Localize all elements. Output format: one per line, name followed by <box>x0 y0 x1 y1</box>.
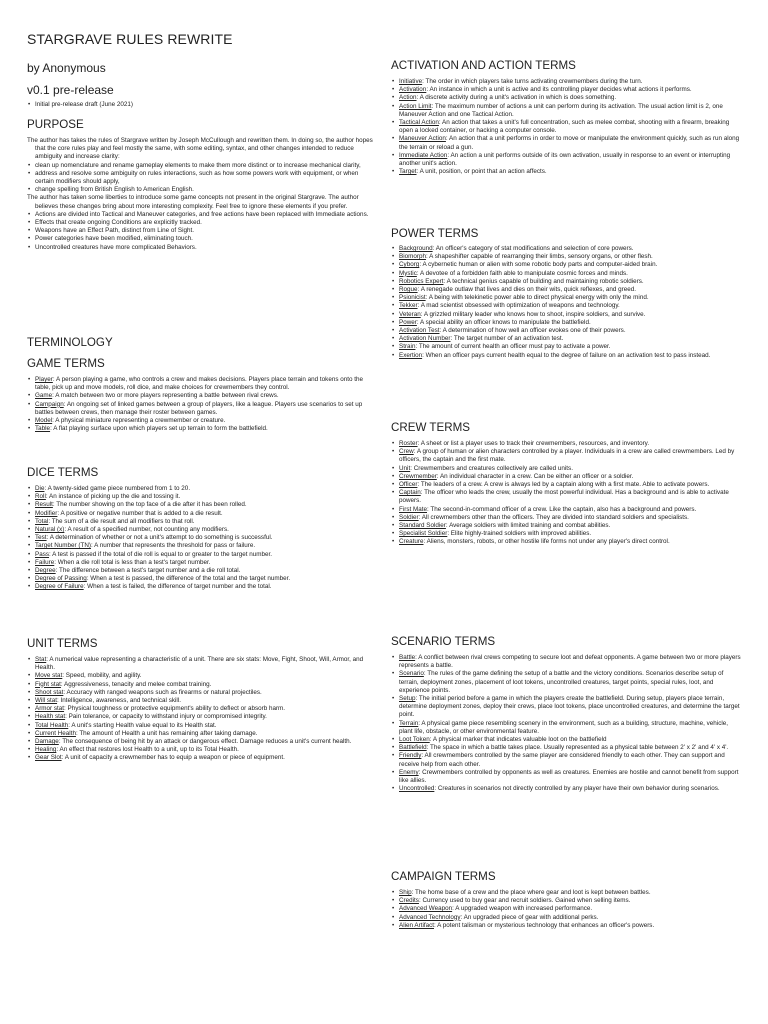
glossary-def: : Currency used to buy gear and recruit soldiers. Gained when selling items. <box>418 897 631 905</box>
glossary-item <box>391 914 743 922</box>
glossary-def: : The second-in-command officer of a crew. Like the captain, also has a background and powers. <box>427 505 697 513</box>
glossary-item <box>391 135 743 151</box>
list-item: • clean up nomenclature and rename gameplay elements to make them more distinct or to increase mechanical clarity, <box>27 162 379 170</box>
glossary-def: : An ongoing set of linked games between a group of players, like a league. Players use scenarios to set up battles between crews, then manage their roster between games. <box>35 400 363 416</box>
glossary-item <box>391 473 743 481</box>
glossary-term: Fight stat <box>35 680 61 688</box>
glossary-item <box>27 376 379 392</box>
glossary-def: : Average soldiers with limited training and combat abilities. <box>445 522 611 530</box>
glossary-def: : The number showing on the top face of a die after it has been rolled. <box>52 501 247 509</box>
glossary-item <box>27 518 379 526</box>
glossary-item <box>27 713 379 721</box>
glossary-def: : An officer's category of stat modifications and selection of core powers. <box>432 245 634 252</box>
glossary-term: Setup <box>399 695 416 703</box>
glossary-def: : An instance of picking up the die and tossing it. <box>45 493 181 501</box>
dice-terms-section <box>27 466 379 592</box>
glossary-term: Campaign <box>35 400 64 408</box>
glossary-term: Captain <box>399 489 421 497</box>
glossary-def: : An effect that restores lost Health to a unit, up to its Total Health. <box>56 746 239 754</box>
glossary-def: : A upgraded weapon with increased performance. <box>452 905 593 913</box>
glossary-def: : Elite highly-trained soldiers with improved abilities. <box>447 530 592 538</box>
glossary-term: Activation <box>399 86 427 94</box>
glossary-def: : A renegade outlaw that lives and dies on their wits, quick reflexes, and greed. <box>417 286 636 294</box>
glossary-term: Terrain <box>399 719 419 727</box>
glossary-def: : A sheet or list a player uses to track their crewmembers, resources, and inventory. <box>417 440 650 447</box>
purpose-paragraph-2: The author has taken some liberties to introduce some game concepts not present in the original Stargrave. The author believes these changes bring about more interesting complexity. Feel free to ignore these elements if you prefer. <box>27 194 359 210</box>
glossary-def: : A discrete activity during a unit's activation in which is does something. <box>416 94 617 102</box>
glossary-term: First Mate <box>399 505 427 513</box>
glossary-term: Die <box>35 485 45 492</box>
glossary-item <box>391 538 743 546</box>
glossary-def: : Aliens, monsters, robots, or other hostile life forms not under any player's direct control. <box>423 538 670 546</box>
glossary-item <box>391 744 743 752</box>
section-heading: POWER TERMS <box>391 227 479 240</box>
glossary-def: : All crewmembers controlled by the same player are considered friendly to each other. They can support and receive help from each other. <box>399 752 725 768</box>
glossary-def: : The home base of a crew and the place where gear and loot is kept between battles. <box>411 889 651 896</box>
glossary-term: Gear Slot <box>35 754 62 762</box>
glossary-term: Modifier <box>35 509 58 517</box>
glossary-def: : A numerical value representing a characteristic of a unit. There are six stats: Move, Fight, Shoot, Will, Armor, and Health. <box>35 656 364 672</box>
glossary-list <box>391 245 743 360</box>
document-title: STARGRAVE RULES REWRITE <box>27 31 233 47</box>
glossary-item <box>27 417 379 425</box>
glossary-term: Immediate Action <box>399 151 448 159</box>
glossary-item <box>391 897 743 905</box>
glossary-item <box>27 697 379 705</box>
glossary-item <box>391 245 743 253</box>
glossary-def: : A test is passed if the total of die roll is equal to or greater to the target number. <box>49 550 272 558</box>
glossary-def: : When a die roll total is less than a test's target number. <box>54 558 211 566</box>
glossary-item <box>391 530 743 538</box>
glossary-term: Alien Artifact <box>399 921 434 929</box>
glossary-def: : Aggressiveness, tenacity and melee combat training. <box>60 680 212 688</box>
glossary-term: Uncontrolled <box>399 785 435 793</box>
game-terms-section <box>27 357 379 433</box>
glossary-def: : A person playing a game, who controls a crew and makes decisions. Players place terrain and tokens onto the table, pick up and move models, roll dice, and make choices for crewmembers they control. <box>35 376 363 392</box>
glossary-item <box>27 738 379 746</box>
glossary-def: : The officer who leads the crew, usually the most powerful individual. Has a background and is able to activate powers. <box>399 489 729 505</box>
glossary-term: Crew <box>399 448 414 456</box>
purpose-bullets-2 <box>27 211 379 252</box>
glossary-item <box>391 86 743 94</box>
glossary-term: Advanced Technology <box>399 913 461 921</box>
glossary-item <box>391 889 743 897</box>
glossary-item <box>27 526 379 534</box>
glossary-item <box>391 78 743 86</box>
glossary-def: : Physical toughness or protective equipment's ability to deflect or absorb harm. <box>64 705 286 713</box>
glossary-item <box>27 485 379 493</box>
glossary-item <box>391 489 743 505</box>
glossary-item <box>27 542 379 550</box>
glossary-item <box>391 752 743 768</box>
glossary-item <box>391 270 743 278</box>
glossary-item <box>391 481 743 489</box>
glossary-term: Crewmember <box>399 472 437 480</box>
glossary-def: : When a test is failed, the difference of target number and the total. <box>83 583 272 591</box>
glossary-term: Psionicist <box>399 294 426 302</box>
glossary-def: : An individual character in a crew. Can be either an officer or a soldier. <box>436 472 634 480</box>
glossary-term: Will stat <box>35 697 58 705</box>
glossary-term: Stat <box>35 656 47 663</box>
glossary-item <box>27 583 379 591</box>
glossary-item <box>27 493 379 501</box>
glossary-term: Degree <box>35 567 56 575</box>
glossary-def: : A determination of how well an officer evokes one of their powers. <box>439 327 626 335</box>
glossary-item <box>391 785 743 793</box>
glossary-def: : A unit's starting Health value equal to its Health stat. <box>68 721 217 729</box>
glossary-def: : Crewmembers controlled by opponents as well as creatures. Enemies are hostile and cannot benefit from support like allies. <box>399 768 739 785</box>
glossary-item <box>391 465 743 473</box>
glossary-term: Degree of Failure <box>35 583 84 591</box>
glossary-def: : A special ability an officer knows to manipulate the battlefield. <box>416 318 591 326</box>
glossary-def: : A devotee of a forbidden faith able to manipulate cosmic forces and minds. <box>416 269 628 277</box>
purpose-bullets-1 <box>27 162 379 195</box>
glossary-term: Failure <box>35 558 55 566</box>
purpose-paragraph-1: The author has takes the rules of Stargrave written by Joseph McCullough and rewritten them. In doing so, the author hopes that the core rules play and feel mostly the same, with some editing, syntax, and other changes intended to reduce ambiguity and increase clarity: <box>27 137 373 161</box>
glossary-item <box>27 510 379 518</box>
changelog-item: • Initial pre-release draft (June 2021) <box>27 101 379 109</box>
glossary-def: : A technical genius capable of building and maintaining robotic soldiers. <box>443 277 644 285</box>
glossary-term: Robotics Expert <box>399 277 444 285</box>
glossary-term: Biomorph <box>399 253 426 261</box>
glossary-list <box>391 78 743 176</box>
glossary-term: Exertion <box>399 351 423 359</box>
glossary-term: Tekker <box>399 302 418 310</box>
glossary-term: Pass <box>35 550 49 558</box>
glossary-term: Model <box>35 417 53 425</box>
glossary-item <box>391 103 743 119</box>
glossary-item <box>391 922 743 930</box>
glossary-term: Target <box>399 168 417 176</box>
glossary-def: : A cybernetic human or alien with some robotic body parts and computer-aided brain. <box>419 261 658 269</box>
section-heading: PURPOSE <box>27 118 84 131</box>
glossary-item <box>391 152 743 168</box>
glossary-def: : The leaders of a crew. A crew is always led by a captain along with a first mate. Able to activate powers. <box>417 481 710 489</box>
glossary-def: : A physical game piece resembling scenery in the environment, such as a building, structure, machine, vehicle, plant life, obstacle, or other environmental feature. <box>399 719 729 735</box>
glossary-def: : The initial period before a game in which the players create the battlefield. During setup, players place terrain, determine deployment zones, deploy their crews, place loot tokens, place uncontrolled creatures, and determine the target point. <box>399 695 740 719</box>
list-item: • Effects that create ongoing Conditions are explicitly tracked. <box>27 219 379 227</box>
glossary-item <box>27 722 379 730</box>
list-item: • Actions are divided into Tactical and Maneuver categories, and free actions have been replaced with Immediate actions. <box>27 211 379 219</box>
glossary-item <box>27 392 379 400</box>
glossary-term: Roster <box>399 440 418 447</box>
glossary-item <box>27 681 379 689</box>
glossary-item <box>391 769 743 785</box>
glossary-term: Creature <box>399 538 424 546</box>
glossary-term: Target Number (TN) <box>35 542 91 550</box>
glossary-term: Rogue <box>399 286 418 294</box>
glossary-term: Specialist Soldier <box>399 530 448 538</box>
glossary-def: : A flat playing surface upon which players set up terrain to form the battlefield. <box>50 425 268 433</box>
glossary-def: : An upgraded piece of gear with additional perks. <box>460 913 599 921</box>
glossary-term: Unit <box>399 464 411 472</box>
glossary-list <box>391 889 743 930</box>
glossary-item <box>391 335 743 343</box>
glossary-term: Roll <box>35 493 46 501</box>
glossary-item <box>391 327 743 335</box>
glossary-item <box>391 506 743 514</box>
glossary-term: Degree of Passing <box>35 575 87 583</box>
glossary-term: Soldier <box>399 513 419 521</box>
glossary-list <box>27 376 379 433</box>
section-heading: UNIT TERMS <box>27 637 98 650</box>
glossary-def: : The maximum number of actions a unit can perform during its activation. The usual action limit is 2, one Maneuver Action and one Tactical Action. <box>399 102 723 118</box>
glossary-def: : An action that a unit performs in order to move or manipulate the environment quickly, such as run along the terrain or reload a gun. <box>399 135 740 151</box>
glossary-def: : The sum of a die result and all modifiers to that roll. <box>48 517 195 525</box>
glossary-item <box>391 94 743 102</box>
glossary-list <box>27 656 379 763</box>
unit-terms-section <box>27 637 379 763</box>
glossary-def: : A twenty-sided game piece numbered from 1 to 20. <box>44 485 191 492</box>
glossary-item <box>391 736 743 744</box>
glossary-def: : The order in which players take turns activating crewmembers during the turn. <box>422 78 643 85</box>
glossary-term: Standard Soldier <box>399 522 446 530</box>
glossary-item <box>391 302 743 310</box>
glossary-item <box>391 654 743 670</box>
glossary-term: Shoot stat <box>35 688 64 696</box>
list-item: • Uncontrolled creatures have more complicated Behaviors. <box>27 244 379 252</box>
glossary-term: Armor stat <box>35 705 65 713</box>
glossary-term: Result <box>35 501 53 509</box>
glossary-term: Mystic <box>399 269 417 277</box>
glossary-item <box>391 720 743 736</box>
glossary-def: : A positive or negative number that is added to a die result. <box>57 509 223 517</box>
glossary-term: Action Limit <box>399 102 432 110</box>
glossary-item <box>391 253 743 261</box>
glossary-item <box>391 514 743 522</box>
glossary-term: Friendly <box>399 752 422 760</box>
glossary-def: : The difference between a test's target number and a die roll total. <box>55 567 241 575</box>
glossary-def: : The rules of the game defining the setup of a battle and the victory conditions. Scenarios describe setup of terrain, deployment zones, placement of loot tokens, uncontrolled creatures, target points, special rules, loot, and experience points. <box>399 670 724 694</box>
glossary-def: : When a test is passed, the difference of the total and the target number. <box>86 575 291 583</box>
glossary-term: Scenario <box>399 670 424 678</box>
glossary-item <box>391 168 743 176</box>
glossary-def: : The space in which a battle takes place. Usually represented as a physical table between 2' x 2' and 4' x 4'. <box>426 744 729 752</box>
glossary-term: Table <box>35 425 51 433</box>
glossary-item <box>391 695 743 720</box>
glossary-item <box>391 448 743 464</box>
glossary-term: Maneuver Action <box>399 135 446 143</box>
glossary-item <box>391 261 743 269</box>
glossary-item <box>27 567 379 575</box>
glossary-term: Battlefield <box>399 744 427 752</box>
glossary-item <box>27 551 379 559</box>
glossary-term: Test <box>35 534 47 542</box>
list-item: • address and resolve some ambiguity on rules interactions, such as how some powers work with equipment, or when certain modifiers should apply, <box>27 170 379 186</box>
glossary-term: Total <box>35 517 49 525</box>
glossary-term: Battle <box>399 654 416 661</box>
section-heading: SCENARIO TERMS <box>391 635 496 648</box>
glossary-term: Cyborg <box>399 261 420 269</box>
glossary-item <box>27 754 379 762</box>
glossary-item <box>391 670 743 695</box>
glossary-def: : Accuracy with ranged weapons such as firearms or natural projectiles. <box>63 688 262 696</box>
glossary-term: Background <box>399 245 433 252</box>
glossary-term: Player <box>35 376 53 383</box>
glossary-item <box>27 575 379 583</box>
glossary-term: Advanced Weapon <box>399 905 453 913</box>
glossary-def: : A conflict between rival crews competing to secure loot and defeat opponents. A game between two or more players represents a battle. <box>399 654 741 670</box>
glossary-term: Total Health <box>35 721 69 729</box>
glossary-def: : All crewmembers other than the officers. They are divided into standard soldiers and specialists. <box>418 513 689 521</box>
glossary-item <box>391 311 743 319</box>
glossary-term: Officer <box>399 481 418 489</box>
glossary-def: : A match between two or more players representing a battle between rival crews. <box>52 392 279 400</box>
glossary-item <box>27 425 379 433</box>
glossary-term: Natural (x) <box>35 526 65 534</box>
glossary-term: Game <box>35 392 53 400</box>
glossary-term: Tactical Action <box>399 119 439 127</box>
glossary-term: Veteran <box>399 310 421 318</box>
glossary-term: Loot Token <box>399 736 430 744</box>
glossary-def: : A grizzled military leader who knows how to shoot, inspire soldiers, and survive. <box>420 310 646 318</box>
list-item: • change spelling from British English to American English. <box>27 186 379 194</box>
glossary-item <box>391 319 743 327</box>
glossary-def: : A mad scientist obsessed with optimization of weapons and technology. <box>417 302 620 310</box>
glossary-item <box>27 730 379 738</box>
glossary-item <box>27 746 379 754</box>
scenario-terms-section <box>391 635 743 793</box>
glossary-def: : A potent talisman or mysterious technology that enhances an officer's powers. <box>434 921 655 929</box>
glossary-def: : The amount of current health an officer must pay to activate a power. <box>415 343 611 351</box>
section-heading: CREW TERMS <box>391 421 471 434</box>
glossary-term: Activation Number <box>399 335 451 343</box>
glossary-def: : Creatures in scenarios not directly controlled by any player have their own behavior during scenarios. <box>434 785 720 793</box>
glossary-def: : The amount of Health a unit has remaining after taking damage. <box>75 729 258 737</box>
power-terms-section <box>391 227 743 360</box>
glossary-def: : The target number of an activation test. <box>450 335 564 343</box>
section-heading: CAMPAIGN TERMS <box>391 870 496 883</box>
glossary-term: Ship <box>399 889 412 896</box>
glossary-def: : Speed, mobility, and agility. <box>62 672 142 680</box>
glossary-item <box>391 522 743 530</box>
glossary-term: Credits <box>399 897 419 905</box>
glossary-def: : Crewmembers and creatures collectively are called units. <box>410 464 573 472</box>
glossary-def: : The consequence of being hit by an attack or dangerous effect. Damage reduces a unit's current health. <box>58 738 352 746</box>
glossary-term: Current Health <box>35 729 76 737</box>
glossary-def: : A unit, position, or point that an action affects. <box>416 168 547 176</box>
glossary-item <box>27 656 379 672</box>
changelog-list <box>27 101 379 109</box>
glossary-def: : A physical miniature representing a crewmember or creature. <box>52 417 226 425</box>
glossary-list <box>391 440 743 547</box>
glossary-def: : An action a unit performs outside of its own activation, usually in response to an event or interrupting another unit's action. <box>399 151 731 168</box>
list-item: • Power categories have been modified, eliminating touch. <box>27 235 379 243</box>
glossary-term: Move stat <box>35 672 63 680</box>
terminology-heading: TERMINOLOGY <box>27 336 113 349</box>
section-heading: GAME TERMS <box>27 357 105 370</box>
glossary-item <box>391 343 743 351</box>
glossary-term: Initiative <box>399 78 423 85</box>
glossary-item <box>391 440 743 448</box>
glossary-item <box>27 705 379 713</box>
glossary-term: Health stat <box>35 713 66 721</box>
glossary-def: : A group of human or alien characters controlled by a player. Individuals in a crew are called crewmembers. Led by officers, the captain and the first mate. <box>399 448 735 464</box>
glossary-def: : A number that represents the threshold for pass or failure. <box>90 542 256 550</box>
glossary-def: : An instance in which a unit is active and its controlling player decides what actions it performs. <box>426 86 692 94</box>
glossary-item <box>391 119 743 135</box>
list-item: • Weapons have an Effect Path, distinct from Line of Sight. <box>27 227 379 235</box>
glossary-term: Damage <box>35 738 59 746</box>
glossary-list <box>391 654 743 793</box>
glossary-item <box>391 286 743 294</box>
glossary-item <box>27 559 379 567</box>
version-line: v0.1 pre-release <box>27 83 114 97</box>
author-line: by Anonymous <box>27 61 106 75</box>
glossary-item <box>27 672 379 680</box>
glossary-term: Strain <box>399 343 416 351</box>
glossary-term: Power <box>399 318 417 326</box>
glossary-term: Action <box>399 94 417 102</box>
glossary-def: : Intelligence, awareness, and technical skill. <box>57 697 181 705</box>
glossary-term: Activation Test <box>399 327 440 335</box>
glossary-item <box>391 294 743 302</box>
glossary-term: Enemy <box>399 768 419 776</box>
glossary-list <box>27 485 379 592</box>
crew-terms-section <box>391 421 743 547</box>
glossary-def: : A being with telekinetic power able to direct physical energy with only the mind. <box>425 294 649 302</box>
glossary-item <box>391 278 743 286</box>
glossary-def: : A result of a specified number, not counting any modifiers. <box>64 526 229 534</box>
activation-terms-section <box>391 59 743 176</box>
glossary-item <box>27 534 379 542</box>
glossary-term: Healing <box>35 746 57 754</box>
glossary-item <box>27 501 379 509</box>
glossary-def: : Pain tolerance, or capacity to withstand injury or compromised integrity. <box>65 713 267 721</box>
glossary-item <box>27 401 379 417</box>
glossary-def: : A unit of capacity a crewmember has to equip a weapon or piece of equipment. <box>61 754 285 762</box>
glossary-def: : An action that takes a unit's full concentration, such as melee combat, shooting with a firearm, breaking open a locked container, or hacking a computer console. <box>399 119 730 135</box>
section-heading: ACTIVATION AND ACTION TERMS <box>391 59 576 72</box>
section-heading: DICE TERMS <box>27 466 99 479</box>
glossary-item <box>391 905 743 913</box>
glossary-item <box>27 689 379 697</box>
glossary-def: : A shapeshifter capable of rearranging their limbs, sensory organs, or other flesh. <box>425 253 653 261</box>
glossary-item <box>391 352 743 360</box>
glossary-def: : When an officer pays current health equal to the degree of failure on an activation test to pass instead. <box>422 351 711 359</box>
glossary-def: : A determination of whether or not a unit's attempt to do something is successful. <box>46 534 273 542</box>
purpose-section <box>27 118 379 252</box>
glossary-def: : A physical marker that indicates valuable loot on the battlefield <box>429 736 607 744</box>
campaign-terms-section <box>391 870 743 930</box>
